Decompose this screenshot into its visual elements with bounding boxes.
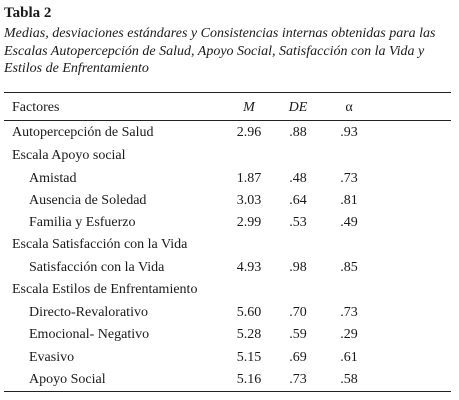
table-row bbox=[0, 324, 459, 346]
row-alpha: .29 bbox=[340, 327, 358, 342]
section-row bbox=[0, 145, 459, 167]
row-de: .53 bbox=[289, 215, 307, 230]
table-row bbox=[0, 257, 459, 279]
row-alpha: .49 bbox=[340, 215, 358, 230]
row-de: .48 bbox=[289, 171, 307, 186]
section-label: Escala Satisfacción con la Vida bbox=[12, 237, 188, 252]
row-label: Autopercepción de Salud bbox=[12, 125, 154, 140]
row-m: 2.99 bbox=[236, 215, 262, 230]
header-row bbox=[0, 97, 459, 119]
row-label: Satisfacción con la Vida bbox=[29, 260, 165, 275]
table-row bbox=[0, 212, 459, 234]
row-label: Directo-Revalorativo bbox=[29, 305, 148, 320]
table-title: Tabla 2 bbox=[4, 5, 52, 21]
row-label: Evasivo bbox=[29, 350, 75, 365]
row-de: .73 bbox=[289, 372, 307, 387]
table-row bbox=[0, 369, 459, 391]
top-rule bbox=[4, 92, 451, 93]
row-de: .59 bbox=[289, 327, 307, 342]
header-de: DE bbox=[288, 100, 308, 115]
table-row bbox=[0, 190, 459, 212]
row-alpha: .61 bbox=[340, 350, 358, 365]
row-m: 4.93 bbox=[236, 260, 262, 275]
row-label: Apoyo Social bbox=[29, 372, 106, 387]
row-alpha: .73 bbox=[340, 305, 358, 320]
table-row bbox=[0, 168, 459, 190]
row-m: 2.96 bbox=[236, 125, 262, 140]
section-row bbox=[0, 234, 459, 256]
bottom-rule bbox=[4, 391, 451, 392]
row-m: 3.03 bbox=[236, 193, 262, 208]
table-row bbox=[0, 347, 459, 369]
row-de: .98 bbox=[289, 260, 307, 275]
row-alpha: .81 bbox=[340, 193, 358, 208]
row-m: 5.15 bbox=[236, 350, 262, 365]
table-row bbox=[0, 302, 459, 324]
row-de: .88 bbox=[289, 125, 307, 140]
row-alpha: .73 bbox=[340, 171, 358, 186]
row-m: 1.87 bbox=[236, 171, 262, 186]
table-caption: Medias, desviaciones estándares y Consistencias internas obtenidas para las Escalas Autopercepción de Salud, Apoyo Social, Satisfacción con la Vida y Estilos de Enfrentamiento bbox=[4, 26, 436, 76]
section-row bbox=[0, 279, 459, 301]
row-de: .69 bbox=[289, 350, 307, 365]
row-label: Familia y Esfuerzo bbox=[29, 215, 136, 230]
row-m: 5.16 bbox=[236, 372, 262, 387]
header-factores: Factores bbox=[12, 100, 60, 115]
row-m: 5.60 bbox=[236, 305, 262, 320]
row-label: Amistad bbox=[29, 171, 77, 186]
table-row bbox=[0, 122, 459, 144]
header-alpha: α bbox=[345, 100, 353, 115]
row-alpha: .85 bbox=[340, 260, 358, 275]
row-m: 5.28 bbox=[236, 327, 262, 342]
row-de: .64 bbox=[289, 193, 307, 208]
header-rule bbox=[4, 120, 451, 121]
row-alpha: .93 bbox=[340, 125, 358, 140]
header-m: M bbox=[243, 100, 255, 115]
section-label: Escala Estilos de Enfrentamiento bbox=[12, 282, 198, 297]
row-de: .70 bbox=[289, 305, 307, 320]
section-label: Escala Apoyo social bbox=[12, 148, 126, 163]
row-label: Emocional- Negativo bbox=[29, 327, 150, 342]
row-label: Ausencia de Soledad bbox=[29, 193, 147, 208]
row-alpha: .58 bbox=[340, 372, 358, 387]
